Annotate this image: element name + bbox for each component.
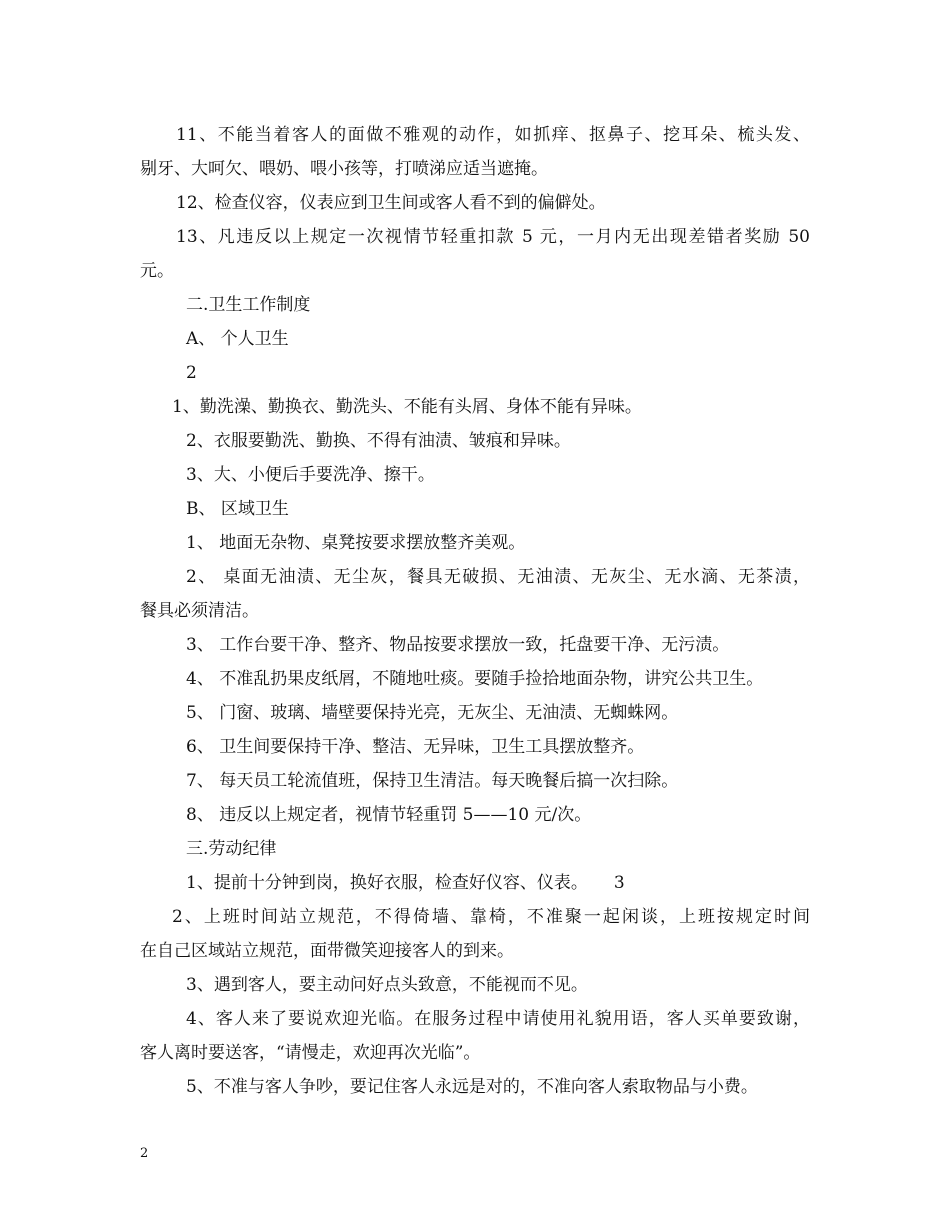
text-line [140, 560, 810, 594]
text-line-content: 5、不准与客人争吵，要记住客人永远是对的，不准向客人索取物品与小费。 [186, 1077, 758, 1097]
text-line [140, 594, 810, 628]
text-line-content: 3、遇到客人，要主动问好点头致意，不能视而不见。 [186, 975, 588, 995]
text-line-content: 2、衣服要勤洗、勤换、不得有油渍、皱痕和异味。 [186, 431, 571, 451]
text-line [140, 866, 810, 900]
text-line-content: 3、大、小便后手要洗净、擦干。 [186, 465, 435, 485]
text-line [140, 424, 810, 458]
text-line [140, 526, 810, 560]
text-line [140, 900, 810, 934]
text-line [140, 1036, 810, 1070]
inline-page-marker: 3 [613, 873, 625, 893]
text-line-content: 3、 工作台要干净、整齐、物品按要求摆放一致，托盘要干净、无污渍。 [186, 635, 730, 655]
text-line [140, 968, 810, 1002]
text-line [140, 832, 810, 866]
text-line-content: B、 区域卫生 [186, 499, 289, 519]
text-line [140, 1070, 810, 1104]
text-line-content: 11、不能当着客人的面做不雅观的动作，如抓痒、抠鼻子、挖耳朵、梳头发、 [176, 125, 810, 145]
text-line-content: 7、 每天员工轮流值班，保持卫生清洁。每天晚餐后搞一次扫除。 [186, 771, 679, 791]
text-line-content: 13、凡违反以上规定一次视情节轻重扣款 5 元，一月内无出现差错者奖励 50 [176, 227, 810, 247]
text-line [140, 322, 810, 356]
text-line-content: 元。 [140, 261, 174, 281]
text-line [140, 458, 810, 492]
text-line-content: 5、 门窗、玻璃、墙壁要保持光亮，无灰尘、无油渍、无蜘蛛网。 [186, 703, 679, 723]
text-line [140, 254, 810, 288]
text-line [140, 356, 810, 390]
text-line [140, 492, 810, 526]
text-line-content: 三.劳动纪律 [186, 839, 277, 859]
text-line [140, 118, 810, 152]
text-line-content: 8、 违反以上规定者，视情节轻重罚 5——10 元/次。 [186, 805, 592, 825]
text-line [140, 152, 810, 186]
text-line [140, 730, 810, 764]
text-line [140, 798, 810, 832]
text-line [140, 390, 810, 424]
text-line-content: 2 [186, 363, 197, 383]
text-line-content: 二.卫生工作制度 [186, 295, 311, 315]
text-line-content: 1、提前十分钟到岗，换好衣服，检查好仪容、仪表。 [186, 873, 588, 893]
text-line-content: 1、 地面无杂物、桌凳按要求摆放整齐美观。 [186, 533, 526, 553]
text-line-content: 4、客人来了要说欢迎光临。在服务过程中请使用礼貌用语，客人买单要致谢， [186, 1009, 810, 1029]
text-line-content: 1、勤洗澡、勤换衣、勤洗头、不能有头屑、身体不能有异味。 [172, 397, 642, 417]
text-line-content: 2、 桌面无油渍、无尘灰，餐具无破损、无油渍、无灰尘、无水滴、无茶渍， [186, 567, 810, 587]
text-line [140, 288, 810, 322]
text-line-content: 2、上班时间站立规范，不得倚墙、靠椅，不准聚一起闲谈，上班按规定时间 [172, 907, 810, 927]
text-line [140, 934, 810, 968]
text-line-content: 12、检查仪容，仪表应到卫生间或客人看不到的偏僻处。 [176, 193, 606, 213]
text-line [140, 696, 810, 730]
text-line [140, 764, 810, 798]
text-line-content: 餐具必须清洁。 [140, 601, 259, 621]
text-line [140, 1002, 810, 1036]
document-body [140, 118, 810, 1104]
text-line-content: 6、 卫生间要保持干净、整洁、无异味，卫生工具摆放整齐。 [186, 737, 645, 757]
text-line-content: 在自己区域站立规范，面带微笑迎接客人的到来。 [140, 941, 514, 961]
text-line [140, 628, 810, 662]
text-line-content: 客人离时要送客，“请慢走，欢迎再次光临”。 [140, 1043, 481, 1063]
page-number: 2 [140, 1146, 149, 1161]
text-line-content: A、 个人卫生 [186, 329, 289, 349]
text-line [140, 220, 810, 254]
text-line [140, 662, 810, 696]
text-line-content: 4、 不准乱扔果皮纸屑，不随地吐痰。要随手捡拾地面杂物，讲究公共卫生。 [186, 669, 764, 689]
text-line-content: 剔牙、大呵欠、喂奶、喂小孩等，打喷涕应适当遮掩。 [140, 159, 548, 179]
text-line [140, 186, 810, 220]
